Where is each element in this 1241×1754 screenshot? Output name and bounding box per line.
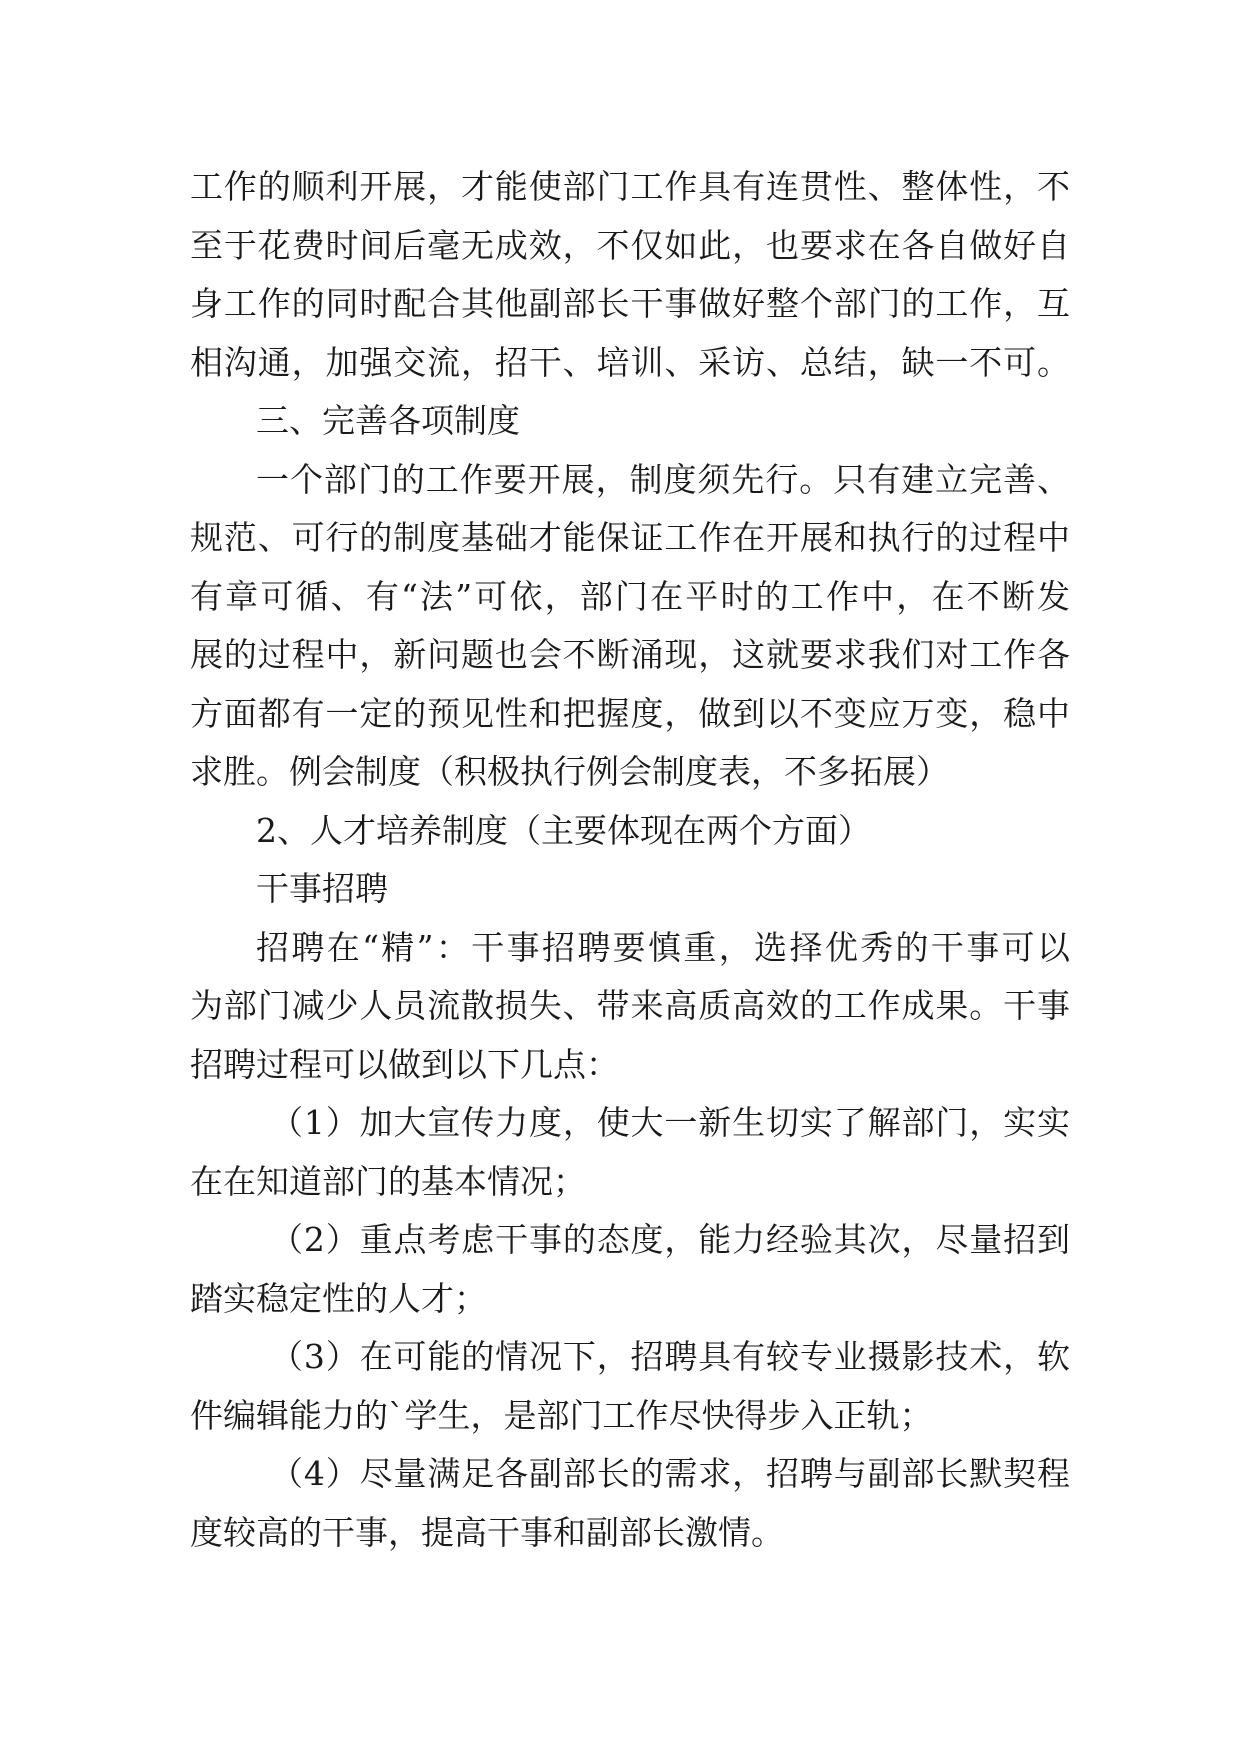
subsection-heading: 2、人才培养制度（主要体现在两个方面）: [256, 810, 871, 850]
paragraph-line: 为部门减少人员流散损失、带来高质高效的工作成果。干事: [190, 986, 1070, 1025]
paragraph-line: 方面都有一定的预见性和把握度，做到以不变应万变，稳中: [190, 693, 1070, 733]
paragraph-line: 规范、可行的制度基础才能保证工作在开展和执行的过程中: [190, 518, 1070, 557]
paragraph-line: 至于花费时间后毫无成效，不仅如此，也要求在各自做好自: [190, 225, 1070, 265]
list-item-line: （4）尽量满足各副部长的需求，招聘与副部长默契程: [270, 1454, 1070, 1493]
list-item-line: （1）加大宣传力度，使大一新生切实了解部门，实实: [270, 1103, 1070, 1142]
list-item-line: 踏实稳定性的人才；: [190, 1278, 487, 1318]
list-item-line: 在在知道部门的基本情况；: [190, 1161, 586, 1201]
list-item-line: （2）重点考虑干事的态度，能力经验其次，尽量招到: [270, 1220, 1070, 1259]
list-item-line: （3）在可能的情况下，招聘具有较专业摄影技术，软: [270, 1337, 1070, 1376]
paragraph-line: 身工作的同时配合其他副部长干事做好整个部门的工作，互: [190, 284, 1070, 323]
paragraph-line: 求胜。例会制度（积极执行例会制度表，不多拓展）: [190, 752, 949, 791]
document-page: [190, 158, 1070, 1562]
paragraph-line: 有章可循、有“法”可依，部门在平时的工作中，在不断发: [190, 576, 1070, 616]
paragraph-line: 展的过程中，新问题也会不断涌现，这就要求我们对工作各: [190, 635, 1070, 674]
paragraph-line: 一个部门的工作要开展，制度须先行。只有建立完善、: [256, 459, 1070, 499]
paragraph-line: 招聘过程可以做到以下几点：: [190, 1044, 619, 1084]
paragraph-line: 工作的顺利开展，才能使部门工作具有连贯性、整体性，不: [190, 167, 1070, 206]
section-heading: 三、完善各项制度: [256, 401, 520, 440]
list-item-line: 度较高的干事，提高干事和副部长激情。: [190, 1512, 784, 1552]
paragraph-line: 招聘在“精”：干事招聘要慎重，选择优秀的干事可以: [256, 927, 1070, 967]
subsection-heading: 干事招聘: [256, 869, 388, 908]
list-item-line: 件编辑能力的`学生，是部门工作尽快得步入正轨；: [190, 1395, 933, 1435]
paragraph-line: 相沟通，加强交流，招干、培训、采访、总结，缺一不可。: [190, 342, 1070, 382]
